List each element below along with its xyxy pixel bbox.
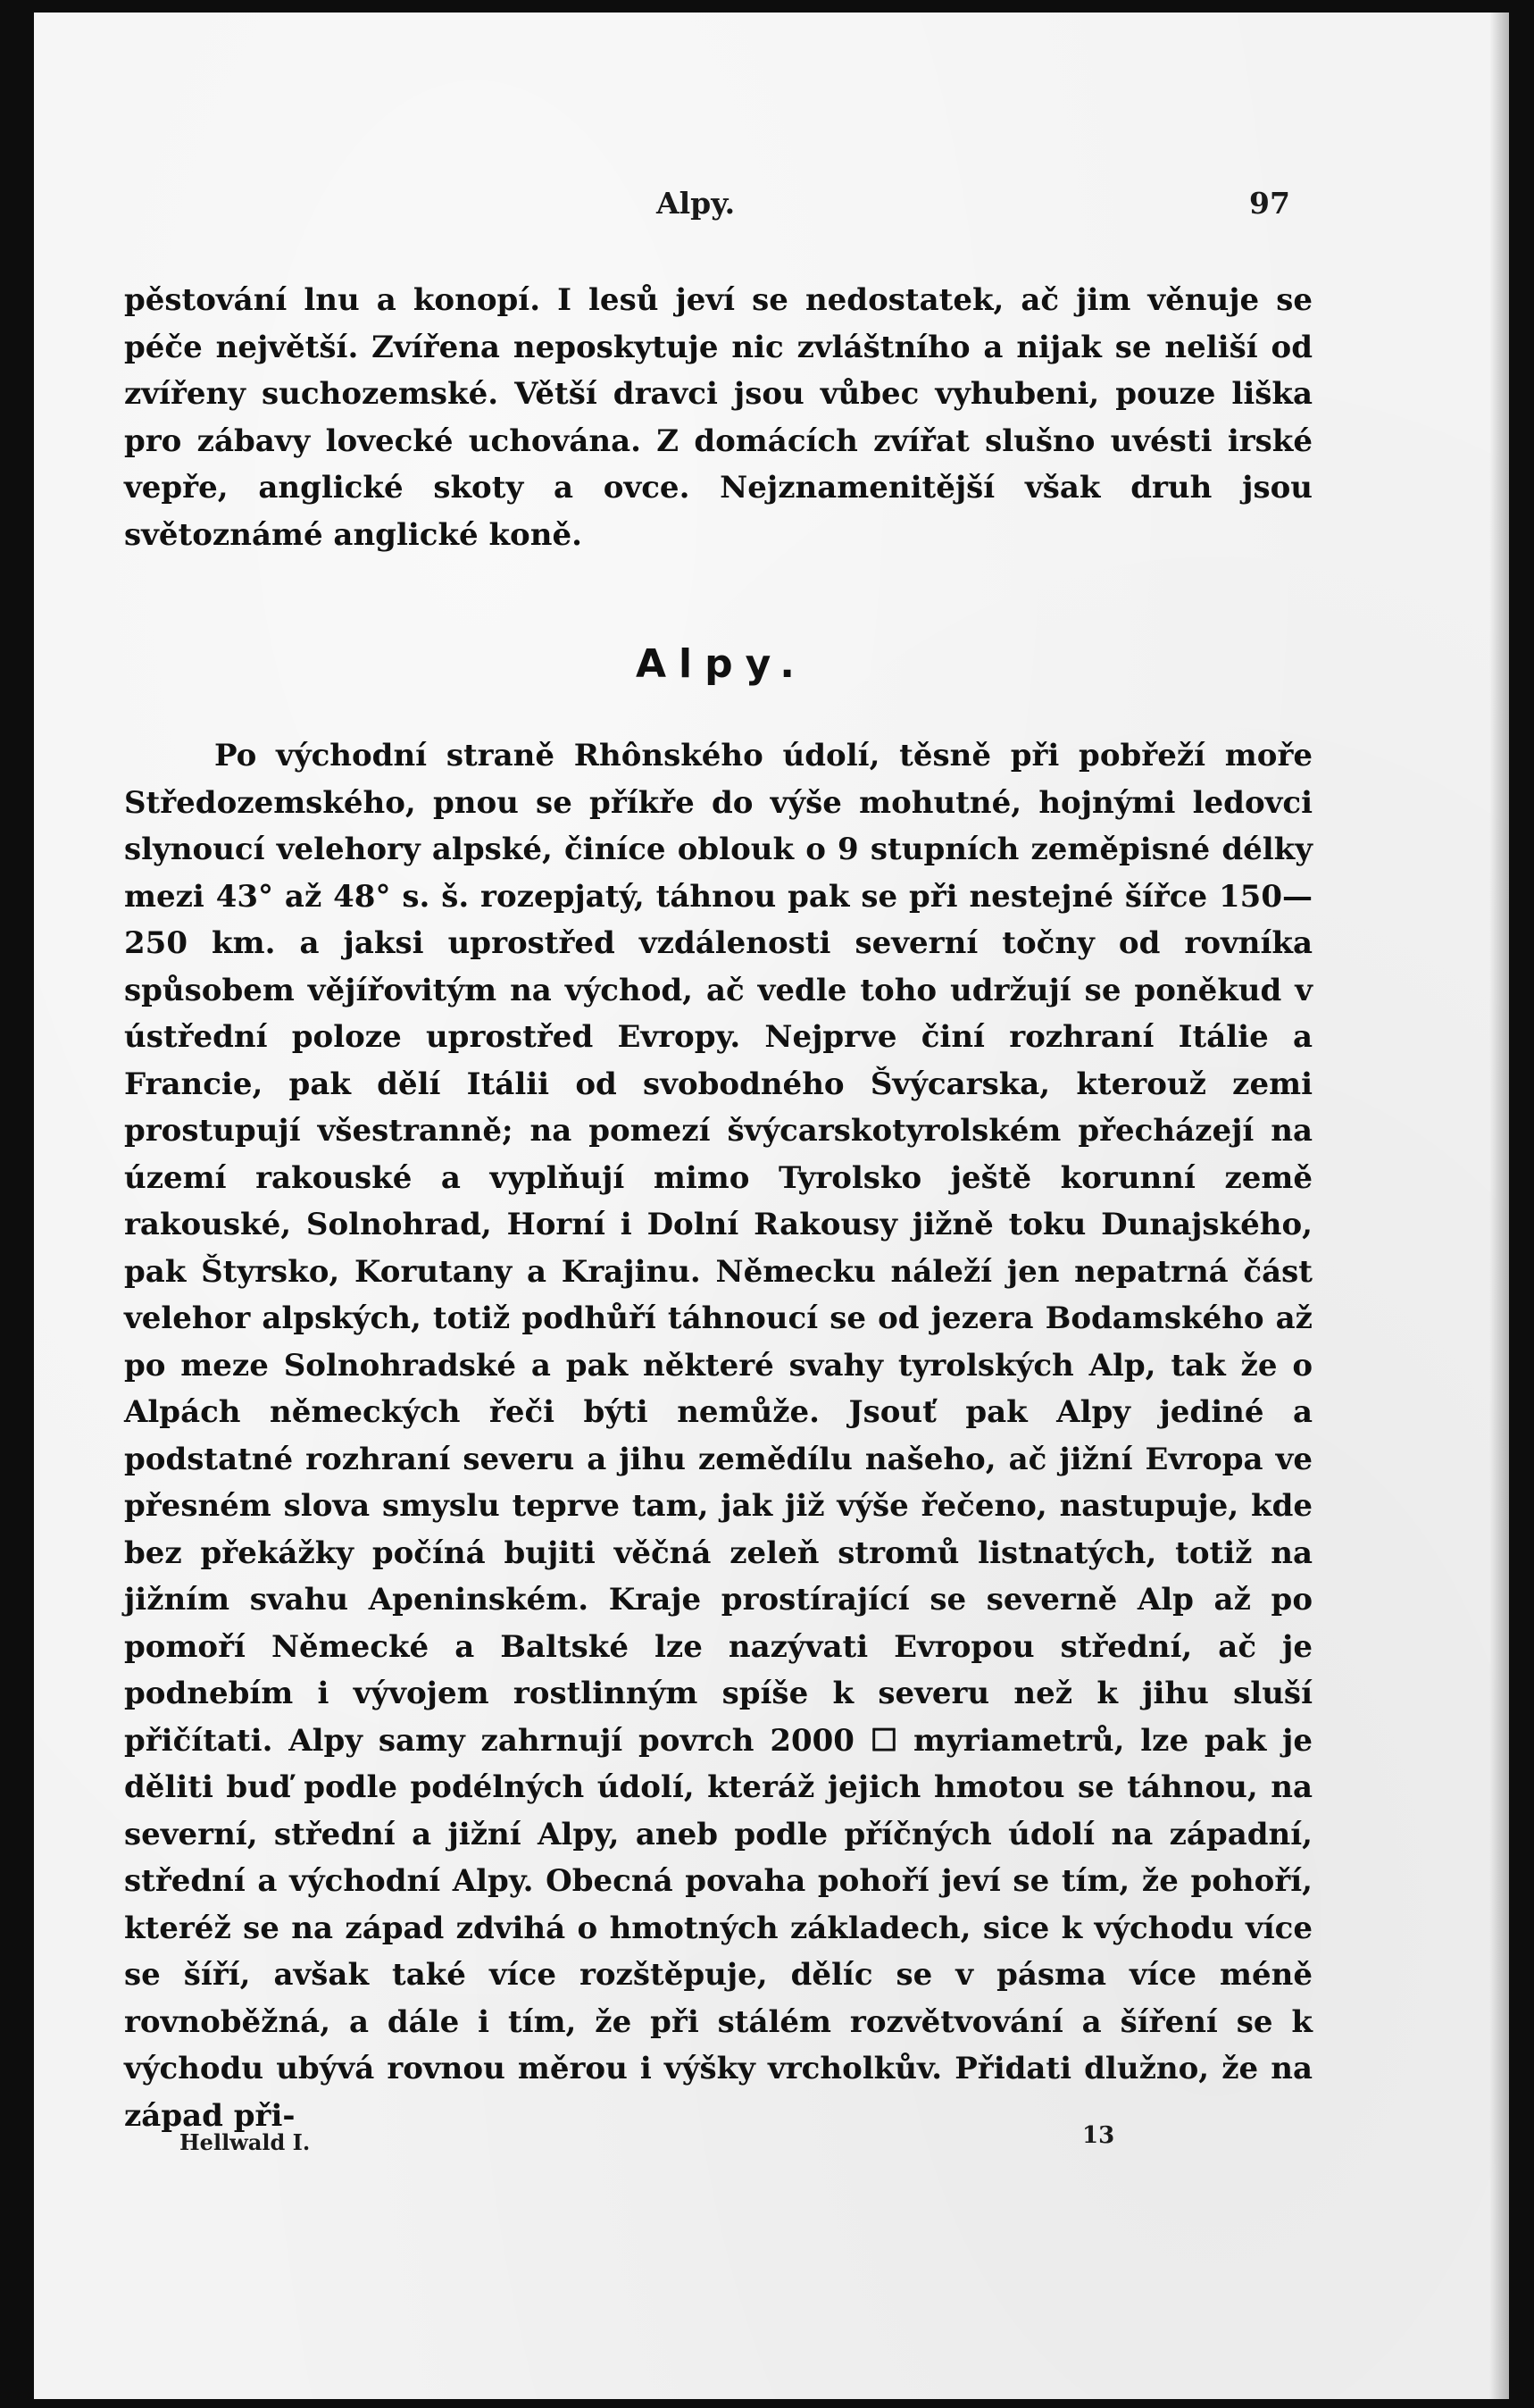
page-number: 97	[1249, 186, 1290, 221]
page-header	[34, 186, 1509, 225]
intro-text	[124, 277, 1313, 558]
main-paragraph: Po východní straně Rhônského údolí, těsně při pobřeží moře Středozemského, pnou se příkře do výše mohutné, hojnými ledovci slynoucí velehory alpské, činíce oblouk o 9 stupních zeměpisné délky mezi 43° až 48° s. š. rozepjatý, táhnou pak se při nestejné šířce 150—250 km. a jaksi uprostřed vzdálenosti severní točny od rovníka spůsobem vějířovitým na východ, ač vedle toho udržují se poněkud v ústřední poloze uprostřed Evropy. Nejprve činí rozhraní Itálie a Francie, pak dělí Itálii od svobodného Švýcarska, kterouž zemi prostupují všestranně; na pomezí švýcarskotyrolském přecházejí na území rakouské a vyplňují mimo Tyrolsko ještě korunní země rakouské, Solnohrad, Horní i Dolní Rakousy jižně toku Dunajského, pak Štyrsko, Korutany a Krajinu. Německu náleží jen nepatrná část velehor alpských, totiž podhůří táhnoucí se od jezera Bodamského až po meze Solnohradské a pak některé svahy tyrolských Alp, tak že o Alpách německých řeči býti nemůže. Jsouť pak Alpy jediné a podstatné rozhraní severu a jihu zemědílu našeho, ač jižní Evropa ve přesném slova smyslu teprve tam, jak již výše řečeno, nastupuje, kde bez překážky počíná bujiti věčná zeleň stromů listnatých, totiž na jižním svahu Apeninském. Kraje prostírající se severně Alp až po pomoří Německé a Baltské lze nazývati Evropou střední, ač je podnebím i vývojem rostlinným spíše k severu než k jihu sluší přičítati. Alpy samy zahrnují povrch 2000 ☐ myriametrů, lze pak je děliti buď podle podélných údolí, kteráž jejich hmotou se táhnou, na severní, střední a jižní Alpy, aneb podle příčných údolí na západní, střední a východní Alpy. Obecná povaha pohoří jeví se tím, že pohoří, kteréž se na západ zdvihá o hmotných základech, sice k východu více se šíří, avšak také více rozštěpuje, dělíc se v pásma více méně rovnoběžná, a dále i tím, že při stálém rozvětvování a šíření se k východu ubývá rovnou měrou i výšky vrcholkův. Přidati dlužno, že na západ při-	[124, 738, 1313, 2134]
signature-number: 13	[1082, 2122, 1115, 2149]
page-edge-shadow	[1489, 13, 1509, 2399]
book-page	[34, 13, 1509, 2399]
section-heading: Alpy.	[636, 641, 807, 687]
main-text	[124, 732, 1313, 2139]
intro-paragraph: pěstování lnu a konopí. I lesů jeví se nedostatek, ač jim věnuje se péče největší. Zvířena neposkytuje nic zvláštního a nijak se neliší od zvířeny suchozemské. Větší dravci jsou vůbec vyhubeni, pouze liška pro zábavy lovecké uchována. Z domácích zvířat slušno uvésti irské vepře, anglické skoty a ovce. Nejznamenitější však druh jsou světoznámé anglické koně.	[124, 282, 1313, 553]
page-footer	[34, 2122, 1509, 2158]
printer-signature: Hellwald I.	[179, 2129, 311, 2155]
running-title: Alpy.	[656, 186, 736, 221]
